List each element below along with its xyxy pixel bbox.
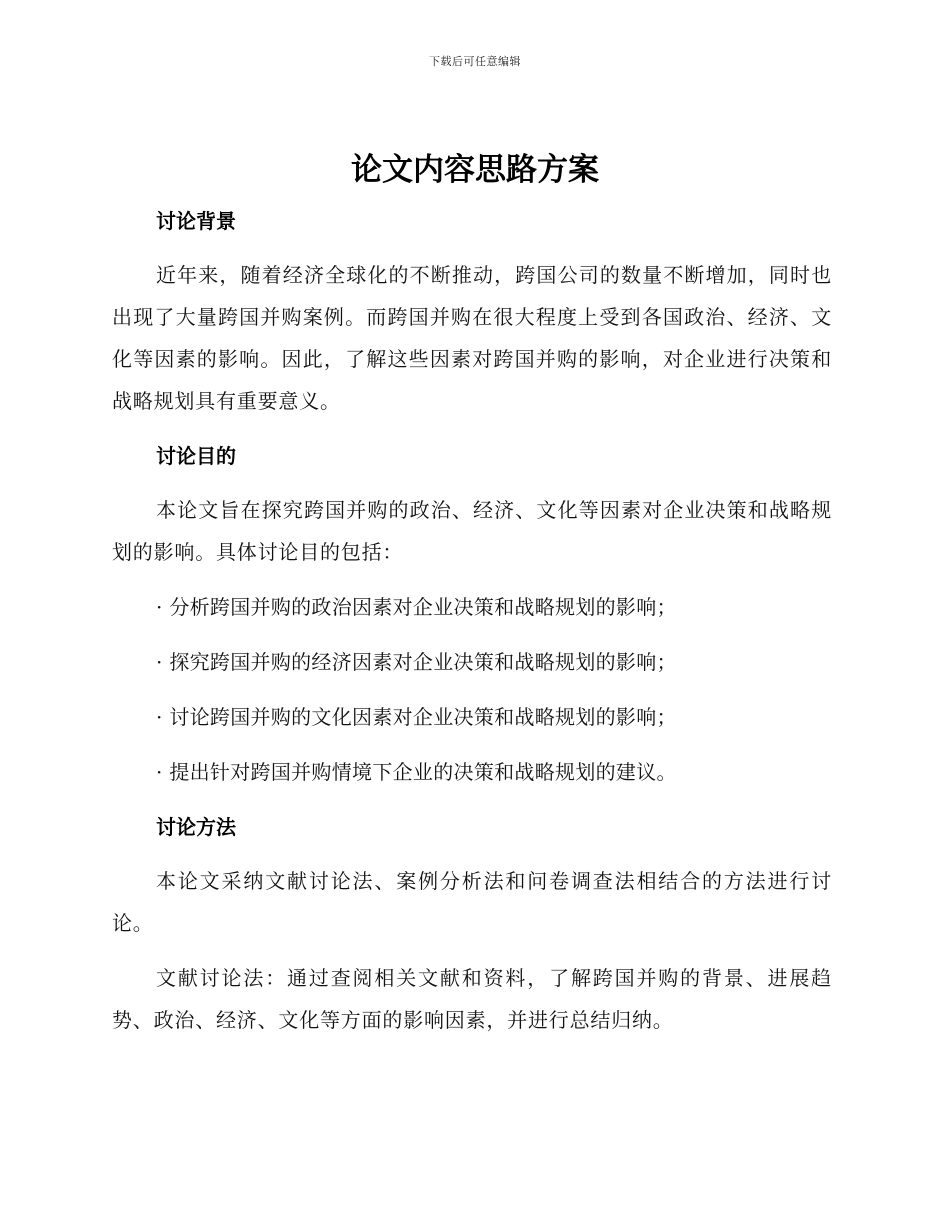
section-heading-purpose: 讨论目的 bbox=[156, 444, 236, 468]
section-heading-background: 讨论背景 bbox=[156, 209, 236, 233]
purpose-paragraph: 本论文旨在探究跨国并购的政治、经济、文化等因素对企业决策和战略规划的影响。具体讨论目的包括： bbox=[112, 498, 832, 564]
purpose-bullet-cultural: · 讨论跨国并购的文化因素对企业决策和战略规划的影响； bbox=[156, 705, 677, 729]
literature-method-paragraph: 文献讨论法：通过查阅相关文献和资料，了解跨国并购的背景、进展趋势、政治、经济、文化等方面的影响因素，并进行总结归纳。 bbox=[112, 966, 832, 1032]
purpose-bullet-suggestions: · 提出针对跨国并购情境下企业的决策和战略规划的建议。 bbox=[156, 760, 677, 784]
header-note: 下载后可任意编辑 bbox=[429, 55, 521, 68]
document-title: 论文内容思路方案 bbox=[351, 152, 599, 188]
background-paragraph: 近年来，随着经济全球化的不断推动，跨国公司的数量不断增加，同时也出现了大量跨国并购案例。而跨国并购在很大程度上受到各国政治、经济、文化等因素的影响。因此，了解这些因素对跨国并购的影响，对企业进行决策和战略规划具有重要意义。 bbox=[112, 263, 832, 413]
purpose-bullet-economic: · 探究跨国并购的经济因素对企业决策和战略规划的影响； bbox=[156, 650, 677, 674]
section-heading-method: 讨论方法 bbox=[156, 815, 236, 839]
purpose-bullet-political: · 分析跨国并购的政治因素对企业决策和战略规划的影响； bbox=[156, 595, 677, 619]
method-paragraph: 本论文采纳文献讨论法、案例分析法和问卷调查法相结合的方法进行讨论。 bbox=[112, 869, 832, 935]
document-body bbox=[112, 200, 832, 1041]
